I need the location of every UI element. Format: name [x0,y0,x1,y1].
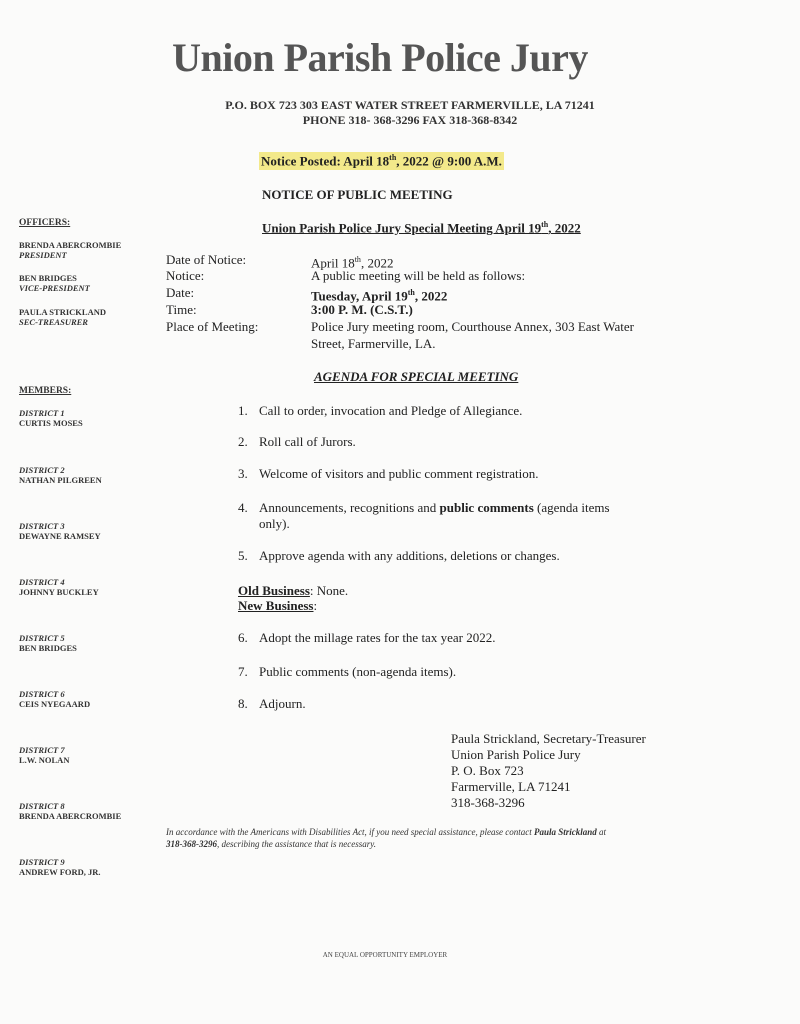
date-sup: th [407,288,415,297]
signature-block [451,731,646,811]
new-business-label: New Business [238,598,314,613]
notice-heading: NOTICE OF PUBLIC MEETING [262,187,453,202]
member-name: ANDREW FORD, JR. [19,867,101,877]
address-line: P.O. BOX 723 303 EAST WATER STREET FARMERVILLE, LA 71241 [225,98,595,112]
member-item [19,801,121,821]
officers-heading: OFFICERS: [19,218,71,228]
ada-mid: at [596,827,607,837]
agenda-item4-pre: Announcements, recognitions and [259,500,440,515]
member-item [19,745,69,765]
agenda-item4-post: (agenda items [533,500,610,515]
signature-line: Farmerville, LA 71241 [451,779,571,794]
officer-name: BEN BRIDGES [19,273,77,283]
meeting-title-sup: th [541,220,549,229]
date-of-notice-label: Date of Notice: [166,252,247,267]
agenda-item-text: Adopt the millage rates for the tax year 2022. [259,630,496,645]
members-heading: MEMBERS: [19,386,72,396]
agenda-item-number: 8. [238,696,248,711]
officer-name: BRENDA ABERCROMBIE [19,240,122,250]
notice-posted-highlight [259,152,504,170]
place-line2: Street, Farmerville, LA. [311,336,436,351]
ada-pre: In accordance with the Americans with Disabilities Act, if you need special assistance, please contact [166,827,535,837]
member-district: DISTRICT 1 [19,408,65,418]
notice-value: A public meeting will be held as follows: [311,268,526,283]
member-name: CEIS NYEGAARD [19,699,91,709]
ada-contact-name: Paula Strickland [534,827,597,837]
member-item [19,857,101,877]
member-name: JOHNNY BUCKLEY [19,587,99,597]
member-item [19,633,77,653]
member-name: CURTIS MOSES [19,418,83,428]
posted-prefix: Notice Posted: April 18 [261,153,390,169]
officer-role: PRESIDENT [19,250,67,260]
old-business [238,583,348,599]
agenda-item-number: 1. [238,403,248,418]
notice-label: Notice: [166,268,205,283]
signature-line: P. O. Box 723 [451,763,524,778]
member-district: DISTRICT 6 [19,689,65,699]
old-business-value: : None. [309,583,349,598]
member-name: L.W. NOLAN [19,755,70,765]
date-of-notice-suffix: , 2022 [360,255,394,271]
old-business-label: Old Business [238,583,310,598]
posted-sup: th [389,153,397,162]
signature-line: Paula Strickland, Secretary-Treasurer [451,731,646,746]
officer-role: VICE-PRESIDENT [19,283,90,293]
agenda-item-number: 7. [238,664,248,679]
date-of-notice-sup: th [354,255,361,264]
member-district: DISTRICT 5 [19,633,65,643]
agenda-item-number: 4. [238,500,248,515]
officer-name: PAULA STRICKLAND [19,307,106,317]
officer-item [19,273,90,293]
member-item [19,521,101,541]
agenda-item-text: Public comments (non-agenda items). [259,664,457,679]
meeting-title-prefix: Union Parish Police Jury Special Meeting April 19 [262,220,542,236]
new-business-value: : [313,598,318,613]
place-line1: Police Jury meeting room, Courthouse Annex, 303 East Water [311,319,634,334]
date-suffix: , 2022 [414,288,448,304]
agenda-item-number: 2. [238,434,248,449]
agenda-item-text: Adjourn. [259,696,306,711]
agenda-item-text: Call to order, invocation and Pledge of Allegiance. [259,403,523,418]
agenda-item4-bold: public comments [439,500,534,515]
member-item [19,689,90,709]
signature-line: Union Parish Police Jury [451,747,581,762]
member-name: BEN BRIDGES [19,643,77,653]
member-name: DEWAYNE RAMSEY [19,531,101,541]
ada-post: , describing the assistance that is necessary. [217,839,376,849]
meeting-title [262,220,581,236]
address-block [170,98,650,128]
member-item [19,408,83,428]
officer-item [19,240,121,260]
place-label: Place of Meeting: [166,319,259,334]
agenda-item-text: Roll call of Jurors. [259,434,356,449]
signature-line: 318-368-3296 [451,795,525,810]
member-name: NATHAN PILGREEN [19,475,102,485]
phone-line: PHONE 318- 368-3296 FAX 318-368-8342 [302,113,518,127]
agenda-item-number: 5. [238,548,248,563]
member-district: DISTRICT 2 [19,465,65,475]
agenda-item4-line2: only). [259,516,290,531]
agenda-item-text: Welcome of visitors and public comment registration. [259,466,539,481]
new-business [238,598,317,614]
officer-role: SEC-TREASURER [19,317,88,327]
time-label: Time: [166,302,197,317]
agenda-item-number: 6. [238,630,248,645]
date-label: Date: [166,285,195,300]
page-title: Union Parish Police Jury [172,35,588,80]
agenda-item-text: Approve agenda with any additions, deletions or changes. [259,548,560,563]
member-district: DISTRICT 9 [19,857,65,867]
agenda-heading: AGENDA FOR SPECIAL MEETING [314,369,519,384]
footer-eoe: AN EQUAL OPPORTUNITY EMPLOYER [322,951,448,959]
meeting-title-suffix: , 2022 [548,220,581,236]
member-item [19,577,99,597]
member-district: DISTRICT 3 [19,521,65,531]
posted-suffix: , 2022 @ 9:00 A.M. [396,153,502,169]
agenda-item-number: 3. [238,466,248,481]
officer-item [19,307,106,327]
member-district: DISTRICT 8 [19,801,65,811]
ada-phone: 318-368-3296 [166,839,217,849]
time-value: 3:00 P. M. (C.S.T.) [311,302,413,317]
member-name: BRENDA ABERCROMBIE [19,811,122,821]
member-district: DISTRICT 7 [19,745,65,755]
member-item [19,465,102,485]
member-district: DISTRICT 4 [19,577,65,587]
agenda-item-text [259,500,699,532]
date-prefix: Tuesday, April 19 [311,288,408,304]
ada-notice [166,826,726,850]
date-of-notice-prefix: April 18 [311,255,355,271]
